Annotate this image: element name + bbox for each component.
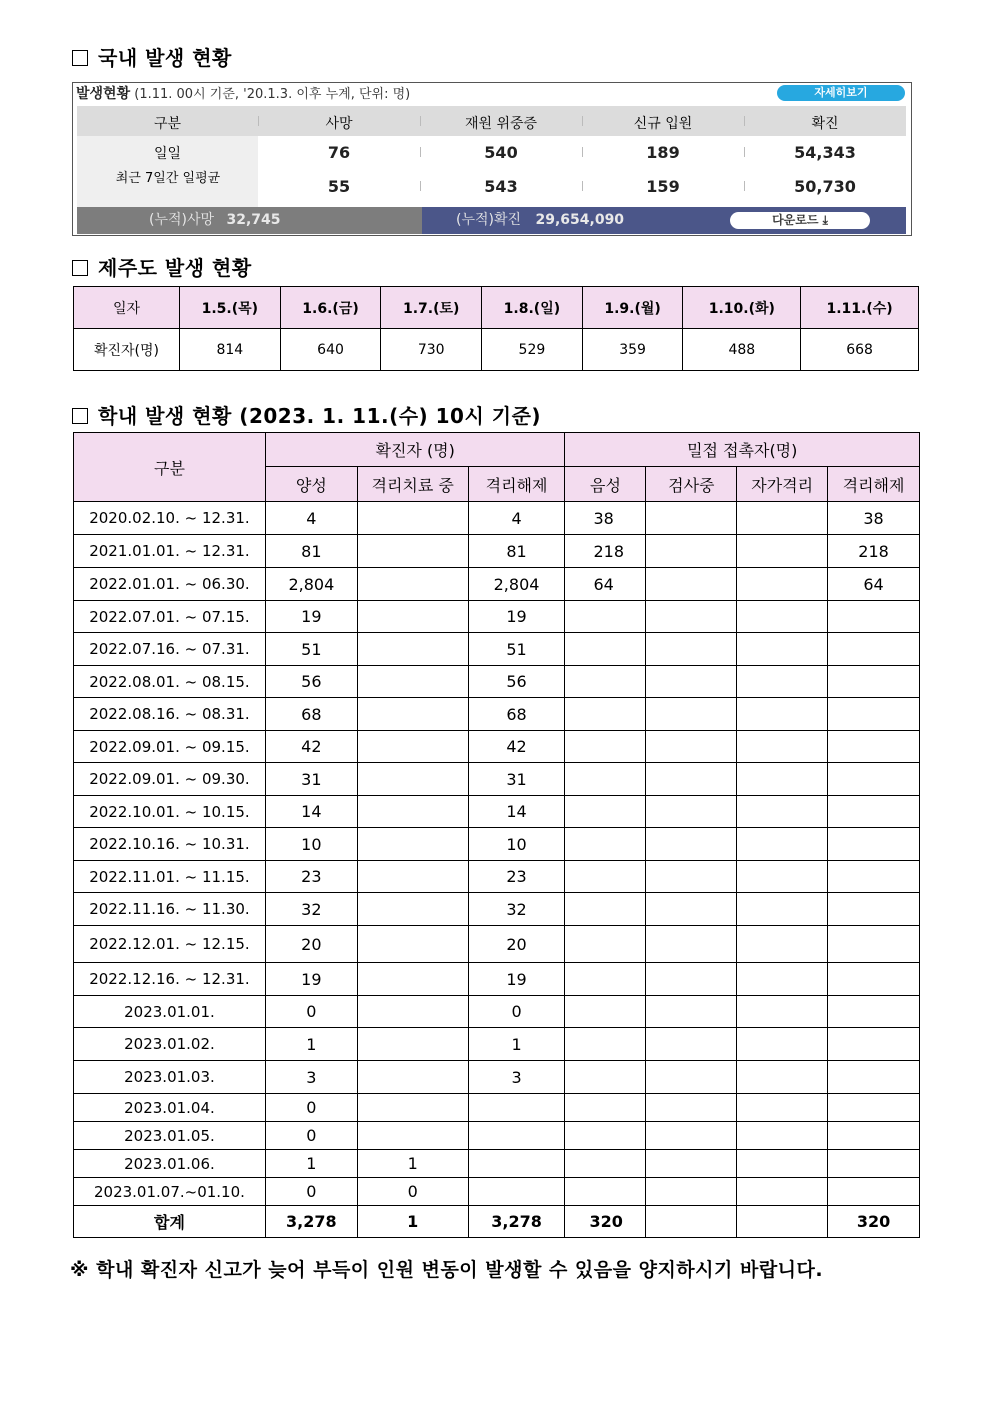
row-separator xyxy=(420,181,421,191)
section-domestic-heading xyxy=(72,42,232,71)
school-row xyxy=(74,568,920,601)
school-row xyxy=(74,698,920,731)
school-row xyxy=(74,763,920,796)
school-row-cell xyxy=(828,996,920,1028)
school-row-cell: 1 xyxy=(468,1028,565,1061)
school-row-cell xyxy=(565,828,646,861)
jeju-count: 814 xyxy=(180,329,281,371)
school-row-cell xyxy=(357,963,468,996)
school-row-cell: 218 xyxy=(828,535,920,568)
school-table xyxy=(73,432,920,1238)
school-row-cell xyxy=(565,926,646,963)
school-row-cell: 0 xyxy=(468,996,565,1028)
school-row xyxy=(74,963,920,996)
school-row-cell xyxy=(565,1094,646,1122)
school-row-cell xyxy=(646,861,737,893)
section-jeju-heading xyxy=(72,252,252,281)
school-row-cell: 20 xyxy=(468,926,565,963)
school-contacts-group-header: 밀접 접촉자(명) xyxy=(565,433,920,467)
school-row-cell xyxy=(357,502,468,535)
school-subheader-in-treatment: 격리치료 중 xyxy=(357,467,468,502)
header-separator xyxy=(744,116,745,126)
jeju-count: 640 xyxy=(280,329,381,371)
weekly-admission-value: 159 xyxy=(646,177,680,196)
school-row-cell: 23 xyxy=(265,861,357,893)
school-row-cell xyxy=(828,828,920,861)
school-row-cell xyxy=(646,666,737,698)
school-row-period: 2023.01.01. xyxy=(74,996,266,1028)
school-row-cell xyxy=(828,1028,920,1061)
weekly-death-value: 55 xyxy=(327,177,351,196)
row-separator xyxy=(582,147,583,157)
school-row-period: 2022.07.01. ~ 07.15. xyxy=(74,601,266,633)
section-school-heading xyxy=(72,400,541,429)
school-subheader-released: 격리해제 xyxy=(468,467,565,502)
jeju-date: 1.7.(토) xyxy=(381,287,482,329)
school-row-cell xyxy=(357,763,468,796)
national-header-confirmed: 확진 xyxy=(811,116,839,132)
school-row-cell xyxy=(565,1122,646,1150)
school-row xyxy=(74,996,920,1028)
section-domestic-title: 국내 발생 현황 xyxy=(98,46,232,70)
school-row-cell xyxy=(357,666,468,698)
school-category-header: 구분 xyxy=(74,433,266,502)
jeju-date-row xyxy=(74,287,919,329)
school-row-period: 2022.11.16. ~ 11.30. xyxy=(74,893,266,926)
school-row-cell xyxy=(646,796,737,828)
school-row-period: 2021.01.01. ~ 12.31. xyxy=(74,535,266,568)
school-row-period: 2022.10.16. ~ 10.31. xyxy=(74,828,266,861)
school-row-cell: 14 xyxy=(468,796,565,828)
school-total-label: 합계 xyxy=(74,1206,266,1238)
school-row-cell xyxy=(357,796,468,828)
school-row-cell xyxy=(828,633,920,666)
row-separator xyxy=(420,147,421,157)
school-row xyxy=(74,893,920,926)
school-row-cell xyxy=(646,1094,737,1122)
daily-confirmed-value: 54,343 xyxy=(794,143,856,162)
school-row-cell xyxy=(646,893,737,926)
school-subheader-negative: 음성 xyxy=(565,467,646,502)
school-row-cell xyxy=(357,698,468,731)
row-separator xyxy=(744,181,745,191)
school-row-cell xyxy=(646,926,737,963)
school-row-cell xyxy=(737,502,828,535)
school-row-cell xyxy=(565,1061,646,1094)
national-header-severe: 재원 위중증 xyxy=(464,116,538,132)
school-row-cell: 32 xyxy=(468,893,565,926)
school-row-cell xyxy=(828,1061,920,1094)
checkbox-icon xyxy=(72,408,88,424)
cumulative-confirmed-value: 29,654,090 xyxy=(535,212,625,228)
school-row-cell xyxy=(468,1094,565,1122)
header-separator xyxy=(420,116,421,126)
detail-view-button[interactable]: 자세히보기 xyxy=(777,85,905,101)
weekly-severe-value: 543 xyxy=(484,177,518,196)
school-row-cell xyxy=(828,1178,920,1206)
jeju-date: 1.9.(월) xyxy=(582,287,683,329)
national-header-category: 구분 xyxy=(153,116,182,132)
school-row xyxy=(74,535,920,568)
school-row-period: 2023.01.05. xyxy=(74,1122,266,1150)
school-row-cell xyxy=(565,1028,646,1061)
school-row-cell xyxy=(565,963,646,996)
school-row-cell: 81 xyxy=(265,535,357,568)
school-row-cell: 2,804 xyxy=(468,568,565,601)
school-total-cell xyxy=(737,1206,828,1238)
school-row-cell xyxy=(737,1094,828,1122)
school-row xyxy=(74,861,920,893)
school-row-period: 2023.01.07.~01.10. xyxy=(74,1178,266,1206)
download-button[interactable]: 다운로드 ⤓ xyxy=(730,212,870,229)
school-row-cell: 14 xyxy=(265,796,357,828)
school-row-cell xyxy=(646,963,737,996)
school-subheader-self-quarantine: 자가격리 xyxy=(737,467,828,502)
school-row-cell: 38 xyxy=(565,502,646,535)
school-row-period: 2022.11.01. ~ 11.15. xyxy=(74,861,266,893)
school-row-cell: 64 xyxy=(828,568,920,601)
school-row-period: 2022.09.01. ~ 09.15. xyxy=(74,731,266,763)
school-row-cell: 38 xyxy=(828,502,920,535)
section-school-title: 학내 발생 현황 (2023. 1. 11.(수) 10시 기준) xyxy=(98,404,542,428)
school-row-cell xyxy=(646,502,737,535)
checkbox-icon xyxy=(72,260,88,276)
daily-admission-value: 189 xyxy=(646,143,680,162)
school-row-cell xyxy=(737,568,828,601)
school-row-cell: 3 xyxy=(468,1061,565,1094)
school-row-cell xyxy=(828,893,920,926)
school-row-cell xyxy=(357,1094,468,1122)
cumulative-death-label: (누적)사망 xyxy=(149,212,215,228)
school-row-cell: 64 xyxy=(565,568,646,601)
school-row-cell xyxy=(646,1150,737,1178)
national-header-admission: 신규 입원 xyxy=(633,116,693,132)
school-row-cell xyxy=(737,796,828,828)
school-row xyxy=(74,633,920,666)
school-row-cell xyxy=(646,698,737,731)
national-panel-header xyxy=(76,83,410,103)
school-row-cell: 0 xyxy=(265,1178,357,1206)
school-row-cell xyxy=(828,796,920,828)
school-row-period: 2022.10.01. ~ 10.15. xyxy=(74,796,266,828)
school-row-cell: 1 xyxy=(265,1150,357,1178)
school-row-cell xyxy=(357,1028,468,1061)
school-row-cell: 68 xyxy=(468,698,565,731)
school-row-period: 2020.02.10. ~ 12.31. xyxy=(74,502,266,535)
school-row xyxy=(74,601,920,633)
school-row-cell xyxy=(737,861,828,893)
school-row-cell xyxy=(737,1061,828,1094)
row-separator xyxy=(744,147,745,157)
school-row-cell xyxy=(357,535,468,568)
school-total-row xyxy=(74,1206,920,1238)
school-group-header-row xyxy=(74,433,920,467)
school-row-cell xyxy=(357,633,468,666)
school-row xyxy=(74,1122,920,1150)
school-row-cell: 42 xyxy=(265,731,357,763)
school-row-period: 2022.08.01. ~ 08.15. xyxy=(74,666,266,698)
school-row-cell: 3 xyxy=(265,1061,357,1094)
school-row-cell xyxy=(565,796,646,828)
school-row-cell xyxy=(565,893,646,926)
school-total-cell xyxy=(646,1206,737,1238)
school-row-cell xyxy=(565,1150,646,1178)
school-row-cell xyxy=(357,893,468,926)
school-row-cell xyxy=(737,1028,828,1061)
header-separator xyxy=(258,116,259,126)
school-row-cell: 0 xyxy=(357,1178,468,1206)
school-row-cell: 4 xyxy=(265,502,357,535)
school-row xyxy=(74,1061,920,1094)
school-row-cell xyxy=(646,568,737,601)
school-subheader-testing: 검사중 xyxy=(646,467,737,502)
school-row-cell: 19 xyxy=(468,601,565,633)
daily-death-value: 76 xyxy=(327,143,351,162)
school-row xyxy=(74,1178,920,1206)
school-total-cell: 320 xyxy=(565,1206,646,1238)
school-row-cell xyxy=(357,926,468,963)
school-row-period: 2022.08.16. ~ 08.31. xyxy=(74,698,266,731)
school-row xyxy=(74,1150,920,1178)
school-row-period: 2022.12.16. ~ 12.31. xyxy=(74,963,266,996)
school-row-cell xyxy=(357,996,468,1028)
school-row-cell xyxy=(468,1122,565,1150)
school-row-cell: 81 xyxy=(468,535,565,568)
school-row-cell xyxy=(565,861,646,893)
school-row-cell xyxy=(828,601,920,633)
school-row-cell xyxy=(737,535,828,568)
school-row-cell xyxy=(828,926,920,963)
school-row-cell xyxy=(737,698,828,731)
school-row-cell xyxy=(737,1122,828,1150)
school-row-period: 2023.01.06. xyxy=(74,1150,266,1178)
school-total-cell: 3,278 xyxy=(265,1206,357,1238)
jeju-count: 529 xyxy=(482,329,583,371)
school-row-cell xyxy=(828,763,920,796)
cumulative-death-value: 32,745 xyxy=(226,212,281,228)
school-row-cell xyxy=(828,1122,920,1150)
school-row-cell xyxy=(737,1150,828,1178)
school-row-cell: 51 xyxy=(468,633,565,666)
school-row-cell: 10 xyxy=(468,828,565,861)
school-row-cell xyxy=(357,568,468,601)
school-row xyxy=(74,1028,920,1061)
national-header-death: 사망 xyxy=(325,116,353,132)
school-row-cell xyxy=(357,731,468,763)
school-subheader-contact-released: 격리해제 xyxy=(828,467,920,502)
school-row-cell: 31 xyxy=(468,763,565,796)
school-row xyxy=(74,828,920,861)
school-row-cell xyxy=(737,731,828,763)
school-row-cell xyxy=(565,731,646,763)
national-status-panel xyxy=(72,82,912,236)
jeju-date: 1.5.(목) xyxy=(180,287,281,329)
school-row-cell xyxy=(646,996,737,1028)
school-row-cell xyxy=(737,763,828,796)
school-row-cell xyxy=(646,763,737,796)
school-total-cell: 1 xyxy=(357,1206,468,1238)
school-row-cell xyxy=(828,861,920,893)
school-row-cell: 10 xyxy=(265,828,357,861)
school-row-cell xyxy=(737,601,828,633)
school-row xyxy=(74,502,920,535)
weekly-confirmed-value: 50,730 xyxy=(794,177,856,196)
cumulative-death-bar xyxy=(77,207,422,234)
school-row-cell: 19 xyxy=(468,963,565,996)
school-row-cell xyxy=(357,1061,468,1094)
school-row-cell xyxy=(565,1178,646,1206)
school-row-cell xyxy=(737,963,828,996)
national-row-weekly-label: 최근 7일간 일평균 xyxy=(115,171,221,186)
school-row-cell xyxy=(646,633,737,666)
school-row-cell xyxy=(646,731,737,763)
school-row-cell xyxy=(646,1178,737,1206)
jeju-count: 488 xyxy=(683,329,801,371)
school-row-cell xyxy=(828,666,920,698)
header-separator xyxy=(582,116,583,126)
school-row-cell: 19 xyxy=(265,601,357,633)
school-confirmed-group-header: 확진자 (명) xyxy=(265,433,565,467)
school-row-cell xyxy=(646,535,737,568)
jeju-date: 1.11.(수) xyxy=(801,287,919,329)
school-row-cell: 0 xyxy=(265,1122,357,1150)
school-row xyxy=(74,731,920,763)
jeju-count: 730 xyxy=(381,329,482,371)
school-row-cell: 56 xyxy=(265,666,357,698)
section-jeju-title: 제주도 발생 현황 xyxy=(98,256,252,280)
school-row-cell xyxy=(468,1150,565,1178)
school-row-cell xyxy=(828,731,920,763)
school-row-cell: 42 xyxy=(468,731,565,763)
school-row-period: 2023.01.02. xyxy=(74,1028,266,1061)
school-row-period: 2022.12.01. ~ 12.15. xyxy=(74,926,266,963)
school-row-cell: 4 xyxy=(468,502,565,535)
national-row-daily-label: 일일 xyxy=(153,146,182,162)
school-row-cell xyxy=(565,633,646,666)
school-row xyxy=(74,1094,920,1122)
jeju-count-header: 확진자(명) xyxy=(74,329,180,371)
school-row-cell: 0 xyxy=(265,996,357,1028)
school-row-cell: 31 xyxy=(265,763,357,796)
school-row-cell xyxy=(828,963,920,996)
school-row-cell xyxy=(737,828,828,861)
jeju-count-row xyxy=(74,329,919,371)
school-row xyxy=(74,926,920,963)
checkbox-icon xyxy=(72,50,88,66)
school-row-cell xyxy=(357,861,468,893)
school-row-cell xyxy=(646,1061,737,1094)
school-row-cell: 2,804 xyxy=(265,568,357,601)
cumulative-confirmed-label: (누적)확진 xyxy=(456,212,522,228)
school-row-period: 2023.01.03. xyxy=(74,1061,266,1094)
school-row-cell: 218 xyxy=(565,535,646,568)
jeju-date-header: 일자 xyxy=(74,287,180,329)
school-row-cell xyxy=(357,828,468,861)
school-row-cell xyxy=(565,666,646,698)
notice-text: ※ 학내 확진자 신고가 늦어 부득이 인원 변동이 발생할 수 있음을 양지하시기 바랍니다. xyxy=(70,1259,824,1281)
school-row-cell xyxy=(646,601,737,633)
school-row-cell xyxy=(737,926,828,963)
school-row-cell: 23 xyxy=(468,861,565,893)
school-row-period: 2022.07.16. ~ 07.31. xyxy=(74,633,266,666)
jeju-date: 1.10.(화) xyxy=(683,287,801,329)
school-row-cell xyxy=(357,1122,468,1150)
school-row xyxy=(74,666,920,698)
school-row-cell: 51 xyxy=(265,633,357,666)
school-row-cell xyxy=(737,1178,828,1206)
school-row-period: 2023.01.04. xyxy=(74,1094,266,1122)
school-row-cell xyxy=(737,633,828,666)
school-row-cell: 1 xyxy=(265,1028,357,1061)
jeju-count: 359 xyxy=(582,329,683,371)
school-row-cell: 20 xyxy=(265,926,357,963)
school-row-period: 2022.01.01. ~ 06.30. xyxy=(74,568,266,601)
school-row-cell xyxy=(646,1028,737,1061)
national-panel-subtitle: (1.11. 00시 기준, '20.1.3. 이후 누계, 단위: 명) xyxy=(134,87,411,102)
row-separator xyxy=(582,181,583,191)
school-row-cell xyxy=(565,601,646,633)
school-row-cell xyxy=(565,763,646,796)
school-row-cell: 68 xyxy=(265,698,357,731)
daily-severe-value: 540 xyxy=(484,143,518,162)
jeju-table xyxy=(73,286,919,371)
jeju-date: 1.6.(금) xyxy=(280,287,381,329)
school-row xyxy=(74,796,920,828)
school-total-cell: 320 xyxy=(828,1206,920,1238)
school-row-cell xyxy=(828,1094,920,1122)
jeju-date: 1.8.(일) xyxy=(482,287,583,329)
school-row-period: 2022.09.01. ~ 09.30. xyxy=(74,763,266,796)
school-row-cell xyxy=(646,828,737,861)
school-row-cell: 56 xyxy=(468,666,565,698)
school-total-cell: 3,278 xyxy=(468,1206,565,1238)
school-subheader-positive: 양성 xyxy=(265,467,357,502)
school-row-cell xyxy=(828,698,920,731)
school-row-cell: 0 xyxy=(265,1094,357,1122)
school-row-cell xyxy=(828,1150,920,1178)
school-row-cell xyxy=(737,996,828,1028)
school-row-cell: 32 xyxy=(265,893,357,926)
school-row-cell xyxy=(468,1178,565,1206)
school-row-cell xyxy=(737,893,828,926)
school-row-cell xyxy=(357,601,468,633)
school-row-cell: 1 xyxy=(357,1150,468,1178)
school-row-cell xyxy=(565,698,646,731)
school-row-cell xyxy=(737,666,828,698)
national-panel-title: 발생현황 xyxy=(76,86,131,102)
school-row-cell: 19 xyxy=(265,963,357,996)
jeju-count: 668 xyxy=(801,329,919,371)
school-row-cell xyxy=(565,996,646,1028)
school-row-cell xyxy=(646,1122,737,1150)
